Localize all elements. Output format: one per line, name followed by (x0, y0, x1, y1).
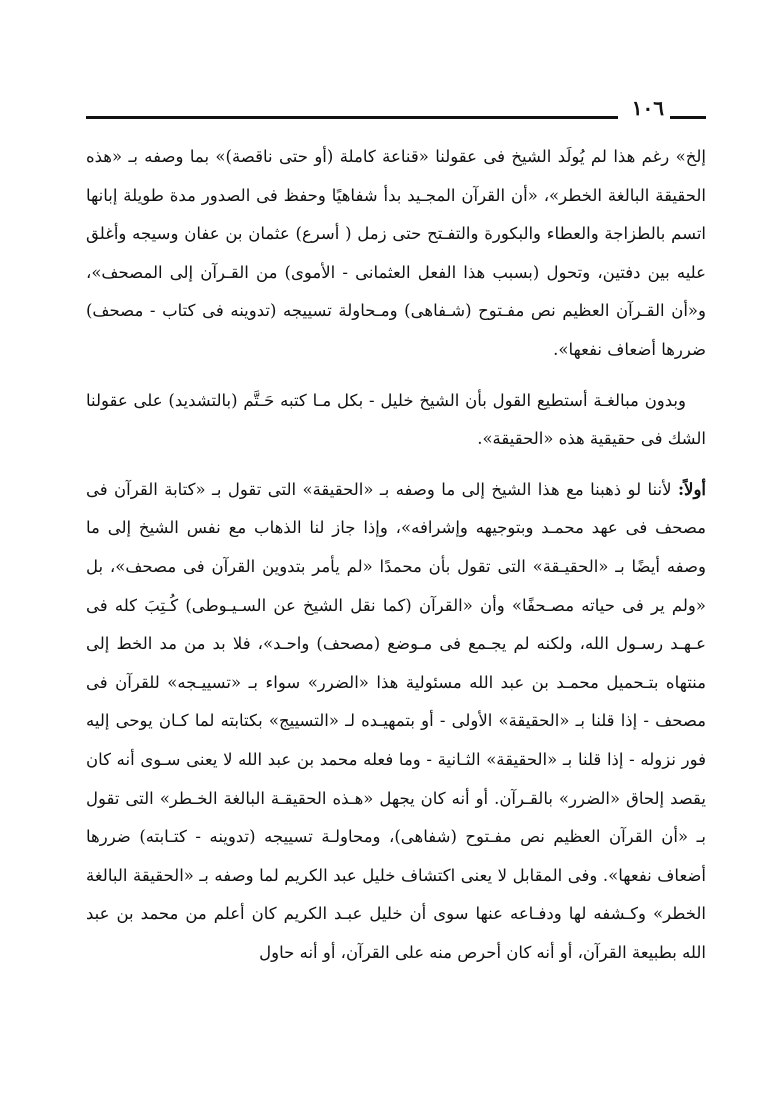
paragraph-2-text: وبدون مبالغـة أستطيع القول بأن الشيخ خليل - بكل مـا كتبه حَـتَّم (بالتشديد) على عقولنا الشك فى حقيقية هذه «الحقيقة». (86, 390, 706, 449)
header-dash (670, 116, 706, 119)
body-text (86, 138, 706, 972)
header-rule (86, 116, 618, 119)
paragraph-1 (86, 138, 706, 370)
paragraph-3-text: لأننا لو ذهبنا مع هذا الشيخ إلى ما وصفه بـ «الحقيقة» التى تقول بـ «كتابة القرآن فى مصحف فى عهد محمـد وبتوجيهه وإشرافه»، وإذا جاز لنا الذهاب مع نفس الشيخ إلى ما وصفه أيضًا بـ «الحقيـقة» التى تقول بأن محمدًا «لم يأمر بتدوين القرآن فى مصحف»، بل «ولم ير فى حياته مصـحفًا» وأن «القرآن (كما نقل الشيخ عن السـيـوطى) كُـتِبَ كله فى عـهـد رسـول الله، ولكنه لم يجـمع فى مـوضع (مصحف) واحـد»، فلا بد من مد الخط إلى منتهاه بتـحميل محمـد بن عبد الله مسئولية هذا «الضرر» سواء بـ «تسييـجه» للقرآن فى مصحف - إذا قلنا بـ «الحقيقة» الأولى - أو بتمهيـده لـ «التسييج» بكتابته لما كـان يوحى إليه فور نزوله - إذا قلنا بـ «الحقيقة» الثـانية - وما فعله محمد بن عبد الله لا يعنى سـوى أنه كان يقصد إلحاق «الضرر» بالقـرآن. أو أنه كان يجهل «هـذه الحقيقـة البالغة الخـطر» التى تقول بـ «أن القرآن العظيم نص مفـتوح (شفاهى)، ومحاولـة تسييجه (تدوينه - كتـابته) ضررها أضعاف نفعها». وفى المقابل لا يعنى اكتشاف خليل عبد الكريم لما وصفه بـ «الحقيقة البالغة الخطر» وكـشفه لها ودفـاعه عنها سوى أن خليل عبـد الكريم كان أعلم من محمد بن عبد الله بطبيعة القرآن، أو أنه كان أحرص منه على القرآن، أو أنه حاول (86, 479, 706, 962)
paragraph-3 (86, 471, 706, 973)
page-number: ١٠٦ (631, 96, 664, 120)
paragraph-2 (86, 382, 706, 459)
page-header (86, 96, 706, 126)
paragraph-3-lead: أولاً: (677, 479, 706, 499)
paragraph-1-text: إلخ» رغم هذا لم يُولَد الشيخ فى عقولنا «قناعة كاملة (أو حتى ناقصة)» بما وصفه بـ «هذه الحقيقة البالغة الخطر»، «أن القرآن المجـيد بدأ شفاهيًا وحفظ فى الصدور مدة طويلة إبانها اتسم بالطزاجة والعطاء والبكورة والتفـتح حتى زمل ( أسرع) عثمان بن عفان وسيجه وأغلق عليه بين دفتين، وتحول (بسبب هذا الفعل العثمانى - الأموى) من القـرآن إلى المصحف»، و«أن القـرآن العظيم نص مفـتوح (شـفاهى) ومـحاولة تسييجه (تدوينه فى كتاب - مصحف) ضررها أضعاف نفعها». (86, 147, 706, 359)
